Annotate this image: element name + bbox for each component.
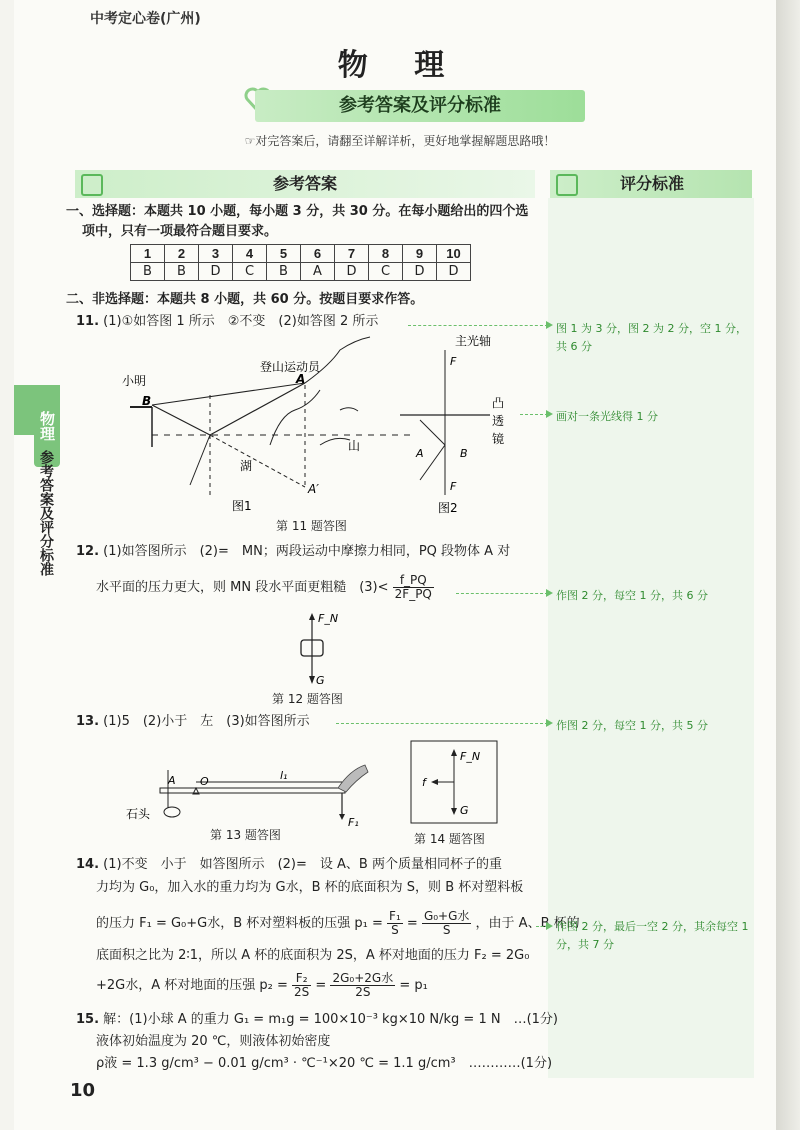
q12-line2 (96, 574, 434, 601)
q12-answer-1: (1)如答图所示 (2)= MN；两段运动中摩擦力相同，PQ 段物体 A 对 (103, 544, 511, 559)
side-tab-label: 参考答案及评分标准 (38, 450, 54, 576)
answer-table-answer: B (131, 263, 165, 281)
answer-table-answer: D (335, 263, 369, 281)
q12-fraction (393, 574, 434, 601)
fig14-f: f (422, 776, 426, 789)
banner: 参考答案及评分标准 (255, 90, 585, 122)
fig-label-F-top: F (450, 355, 457, 368)
answer-table-number: 8 (369, 245, 403, 263)
answer-table-answer: D (199, 263, 233, 281)
section-grading-title: 评分标准 (620, 174, 685, 193)
q13-caption: 第 13 题答图 (210, 828, 281, 842)
q14-answer-3b: ，由于 A、B 杯的 (475, 916, 580, 931)
arrow-icon (546, 719, 553, 727)
answer-table-number: 2 (165, 245, 199, 263)
q12-caption: 第 12 题答图 (272, 692, 343, 706)
q11-text (76, 312, 378, 332)
answer-table-answer: D (403, 263, 437, 281)
q14-line3: 的压力 F₁ = G₀+G水，B 杯对塑料板的压强 p₁ = $\frac{\text{F₁}}{S}$ = $\frac{\text{G₀+G水}}{S}$ ，由于 A、B 杯的 (96, 909, 580, 937)
page-title: 物 理 (337, 48, 463, 83)
q12-frac-num: f_PQ (393, 574, 434, 588)
fig-label-lens-3: 镜 (492, 432, 505, 446)
exam-tag: 中考定心卷(广州) (90, 11, 201, 27)
side-tab-subject: 物理 (34, 385, 60, 467)
fig12-G: G (316, 674, 325, 687)
fig13-l1: l₁ (280, 769, 288, 782)
choice-intro: 一、选择题：本题共 10 小题，每小题 3 分，共 30 分。在每小题给出的四个选 (66, 204, 529, 219)
fig14-FN: F_N (460, 750, 481, 763)
q14-caption: 第 14 题答图 (414, 832, 485, 846)
q13-text (76, 712, 310, 732)
fig-label-lake: 湖 (240, 459, 253, 473)
q14-answer-1: (1)不变 小于 如答图所示 (2)= 设 A、B 两个质量相同杯子的重 (103, 857, 502, 872)
fig13-O: O (200, 775, 209, 788)
page-number: 10 (70, 1080, 96, 1101)
fig-label-xiaoming: 小明 (122, 374, 147, 388)
q13-number: 13. (76, 714, 100, 729)
answer-table-number: 10 (437, 245, 471, 263)
fig-label-Aprime: A′ (308, 482, 319, 496)
arrow-icon (546, 410, 553, 418)
arrow-icon (546, 321, 553, 329)
q14-frac-c: $\frac{\text{F₂}}{2S}$ (294, 971, 310, 999)
side-accent (14, 385, 34, 435)
choice-intro-2: 项中，只有一项最符合题目要求。 (82, 224, 278, 239)
q11-caption: 第 11 题答图 (276, 519, 347, 533)
section-answers (75, 170, 535, 198)
answer-table-number: 5 (267, 245, 301, 263)
q14-line5: +2G水，A 杯对地面的压强 p₂ = $\frac{\text{F₂}}{2S}$ = $\frac{\text{2G₀+2G水}}{2S}$ = p₁ (96, 971, 428, 999)
page-edge (776, 0, 800, 1130)
fig13-A: A (168, 774, 176, 787)
answer-table-number: 9 (403, 245, 437, 263)
section-grading (550, 170, 752, 198)
figure-12 (290, 610, 350, 690)
answer-table-number: 3 (199, 245, 233, 263)
q14-answer-3a: 的压力 F₁ = G₀+G水，B 杯对塑料板的压强 p₁ = (96, 916, 383, 931)
q12-score: 作图 2 分，每空 1 分，共 6 分 (556, 589, 708, 602)
answer-table-number: 4 (233, 245, 267, 263)
figure-11 (120, 335, 540, 535)
q14-frac-b: $\frac{\text{G₀+G水}}{S}$ (423, 909, 470, 937)
fig-caption-2: 图2 (438, 501, 458, 515)
q12-number: 12. (76, 544, 100, 559)
checkbox-icon (81, 174, 103, 196)
q14-frac-d: $\frac{\text{2G₀+2G水}}{2S}$ (332, 971, 394, 999)
fig-caption-1: 图1 (232, 499, 252, 513)
fig-label-mountain: 山 (348, 439, 361, 453)
fig-label-F-bottom: F (450, 480, 457, 493)
q15-answer-3: ρ液 = 1.3 g/cm³ − 0.01 g/cm³ · ℃⁻¹×20 ℃ = 1.1 g/cm³ …………(1分) (96, 1056, 553, 1071)
figure-14 (410, 740, 500, 826)
q14-number: 14. (76, 857, 100, 872)
fig2-label-A: A (416, 447, 424, 460)
q15-text (76, 1010, 558, 1030)
q12-answer-2: 水平面的压力更大，则 MN 段水平面更粗糙 (3)< (96, 580, 389, 595)
answer-table-answer: A (301, 263, 335, 281)
fig-label-A: A (296, 372, 306, 386)
note: ☞对完答案后，请翻至详解详析，更好地掌握解题思路哦！ (244, 134, 556, 148)
q14-answer-5b: = p₁ (399, 978, 428, 993)
fig13-stone: 石头 (126, 807, 151, 821)
nonchoice-intro: 二、非选择题：本题共 8 小题，共 60 分。按题目要求作答。 (66, 292, 424, 307)
q11-score-b: 画对一条光线得 1 分 (556, 410, 658, 423)
answer-table-answer: B (267, 263, 301, 281)
answer-table (130, 244, 471, 281)
fig-label-lens-1: 凸 (492, 396, 505, 410)
q13-answer: (1)5 (2)小于 左 (3)如答图所示 (103, 714, 310, 729)
answer-table-number: 7 (335, 245, 369, 263)
q11-number: 11. (76, 314, 100, 329)
connector-line (336, 723, 548, 724)
section-answers-title: 参考答案 (273, 174, 338, 193)
q13-score: 作图 2 分，每空 1 分，共 5 分 (556, 719, 708, 732)
fig-label-lens-2: 透 (492, 414, 505, 428)
q15-answer-1: 解：(1)小球 A 的重力 G₁ = m₁g = 100×10⁻³ kg×10 N/kg = 1 N …(1分) (103, 1012, 558, 1027)
figure-13 (120, 760, 380, 830)
q12-frac-den: 2F_PQ (394, 587, 432, 601)
answer-table-answer: B (165, 263, 199, 281)
arrow-icon (546, 922, 553, 930)
fig-label-climber: 登山运动员 (260, 360, 321, 374)
answer-table-answer: C (233, 263, 267, 281)
q14-score: 作图 2 分，最后一空 2 分，其余每空 1 分，共 7 分 (556, 920, 749, 951)
answer-table-answer: D (437, 263, 471, 281)
arrow-icon (546, 589, 553, 597)
fig12-FN: F_N (318, 612, 339, 625)
checkbox-icon (556, 174, 578, 196)
answer-table-number: 6 (301, 245, 335, 263)
q12-text (76, 542, 510, 562)
answer-table-answer: C (369, 263, 403, 281)
q14-answer-2: 力均为 G₀，加入水的重力均为 G水，B 杯的底面积为 S，则 B 杯对塑料板 (96, 880, 524, 895)
connector-line (408, 325, 548, 326)
fig-label-axis: 主光轴 (455, 335, 492, 348)
answer-table-number: 1 (131, 245, 165, 263)
fig13-F1: F₁ (348, 816, 359, 829)
fig2-label-B: B (460, 447, 468, 460)
q11-answer: (1)①如答图 1 所示 ②不变 (2)如答图 2 所示 (103, 314, 379, 329)
q14-text (76, 855, 502, 875)
q14-answer-5a: +2G水，A 杯对地面的压强 p₂ = (96, 978, 288, 993)
q14-answer-4: 底面积之比为 2∶1，所以 A 杯的底面积为 2S，A 杯对地面的压力 F₂ = 2G₀ (96, 948, 530, 963)
q15-answer-2: 液体初始温度为 20 ℃，则液体初始密度 (96, 1034, 331, 1049)
q11-score: 图 1 为 3 分，图 2 为 2 分，空 1 分，共 6 分 (556, 322, 747, 353)
q15-number: 15. (76, 1012, 100, 1027)
fig14-G: G (460, 804, 469, 817)
connector-line (456, 593, 548, 594)
fig-label-B: B (142, 394, 152, 408)
q14-frac-a: $\frac{\text{F₁}}{S}$ (389, 909, 401, 937)
